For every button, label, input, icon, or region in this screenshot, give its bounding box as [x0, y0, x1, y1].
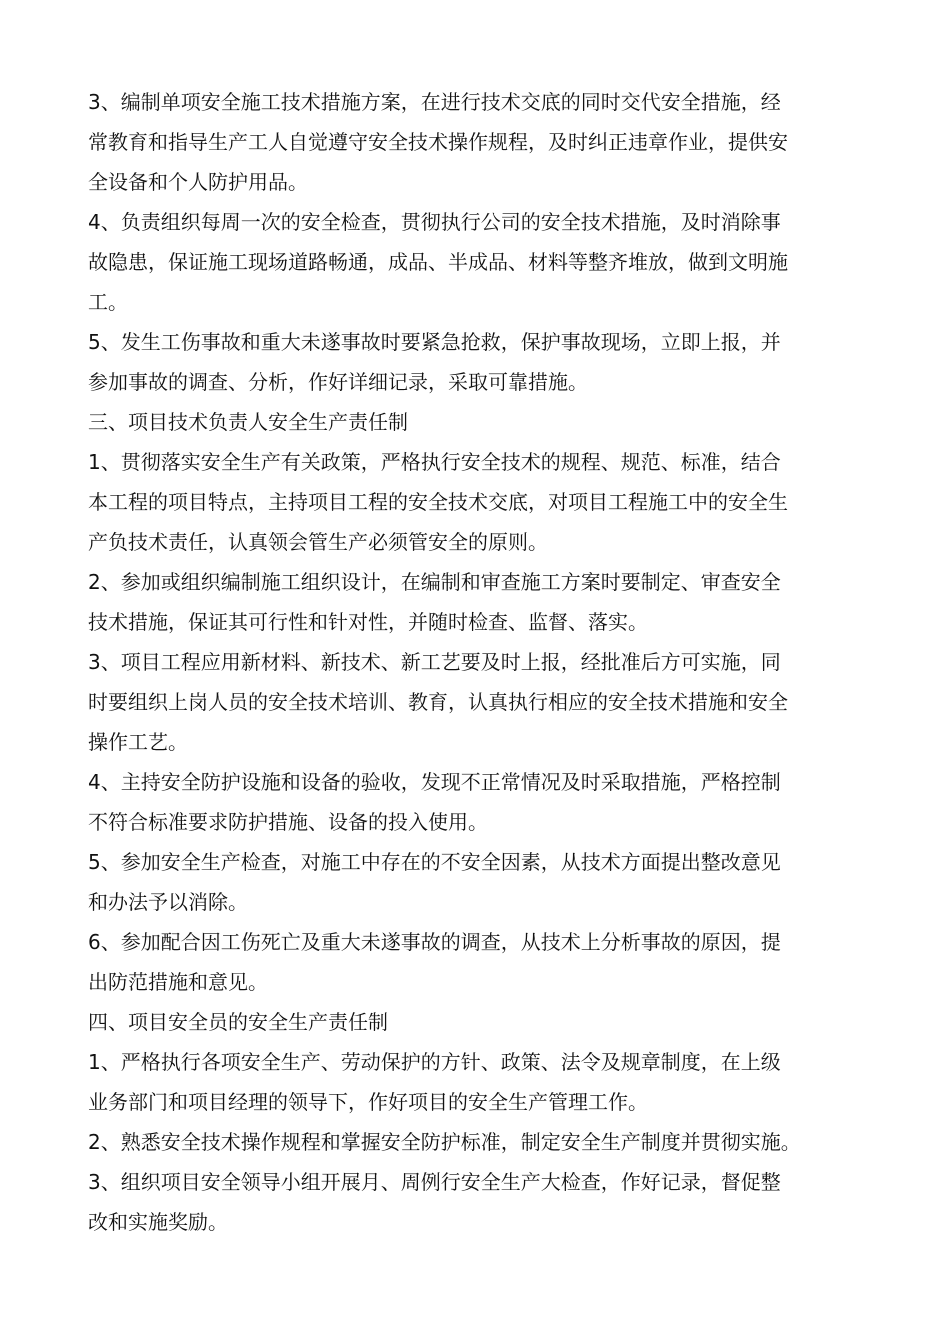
paragraph-3-4: 4、主持安全防护设施和设备的验收，发现不正常情况及时采取措施，严格控制 不符合标准要求防护措施、设备的投入使用。 [88, 770, 781, 834]
paragraph-4-3: 3、组织项目安全领导小组开展月、周例行安全生产大检查，作好记录，督促整 改和实施奖励。 [88, 1170, 781, 1234]
paragraph-2-3: 3、编制单项安全施工技术措施方案，在进行技术交底的同时交代安全措施，经 常教育和指导生产工人自觉遵守安全技术操作规程，及时纠正违章作业，提供安 全设备和个人防护用品。 [88, 90, 788, 194]
paragraph-3-2: 2、参加或组织编制施工组织设计，在编制和审查施工方案时要制定、审查安全 技术措施，保证其可行性和针对性，并随时检查、监督、落实。 [88, 570, 781, 634]
paragraph-2-5: 5、发生工伤事故和重大未遂事故时要紧急抢救，保护事故现场，立即上报，并 参加事故的调查、分析，作好详细记录，采取可靠措施。 [88, 330, 781, 394]
paragraph-4-2: 2、熟悉安全技术操作规程和掌握安全防护标准，制定安全生产制度并贯彻实施。 [88, 1130, 801, 1154]
section-heading-3: 三、项目技术负责人安全生产责任制 [88, 410, 408, 434]
paragraph-3-3: 3、项目工程应用新材料、新技术、新工艺要及时上报，经批准后方可实施，同 时要组织上岗人员的安全技术培训、教育，认真执行相应的安全技术措施和安全 操作工艺。 [88, 650, 788, 754]
paragraph-3-1: 1、贯彻落实安全生产有关政策，严格执行安全技术的规程、规范、标准，结合 本工程的项目特点，主持项目工程的安全技术交底，对项目工程施工中的安全生 产负技术责任，认真领会管生产必须管安全的原则。 [88, 450, 788, 554]
paragraph-2-4: 4、负责组织每周一次的安全检查，贯彻执行公司的安全技术措施，及时消除事 故隐患，保证施工现场道路畅通，成品、半成品、材料等整齐堆放，做到文明施 工。 [88, 210, 788, 314]
paragraph-3-5: 5、参加安全生产检查，对施工中存在的不安全因素，从技术方面提出整改意见 和办法予以消除。 [88, 850, 781, 914]
document-body [88, 82, 868, 1242]
paragraph-4-1: 1、严格执行各项安全生产、劳动保护的方针、政策、法令及规章制度，在上级 业务部门和项目经理的领导下，作好项目的安全生产管理工作。 [88, 1050, 781, 1114]
section-heading-4: 四、项目安全员的安全生产责任制 [88, 1010, 388, 1034]
paragraph-3-6: 6、参加配合因工伤死亡及重大未遂事故的调查，从技术上分析事故的原因，提 出防范措施和意见。 [88, 930, 781, 994]
